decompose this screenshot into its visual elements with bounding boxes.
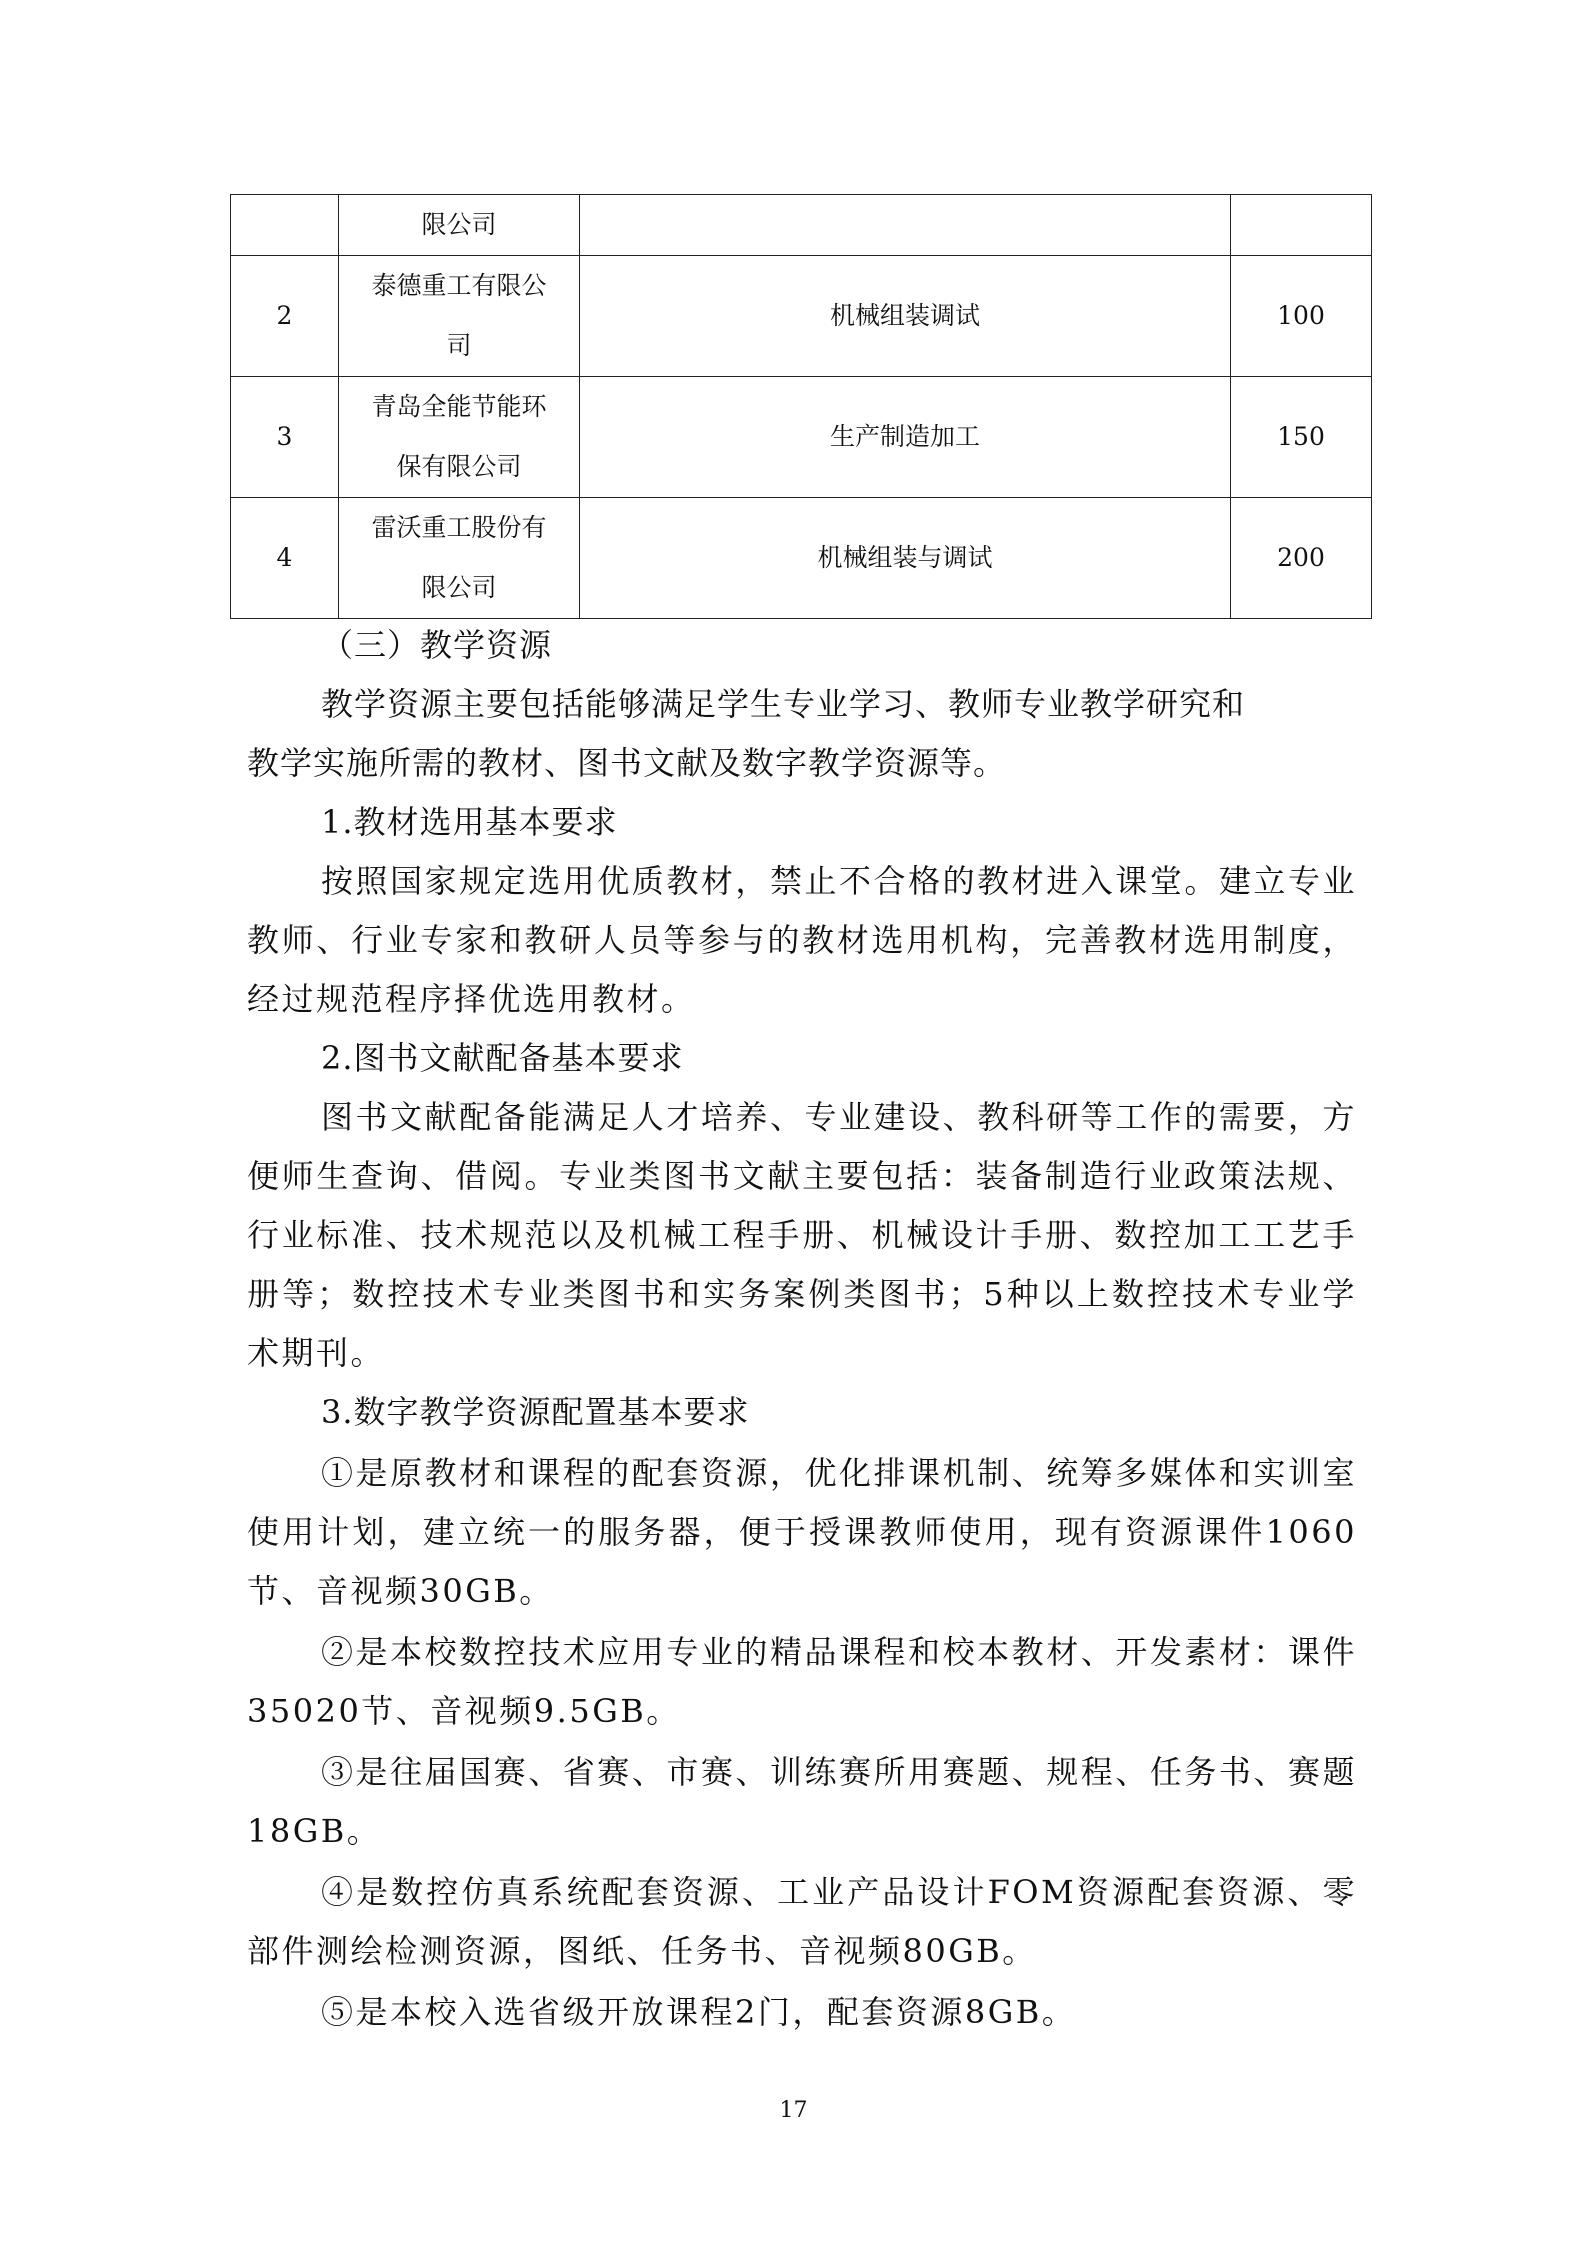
- paragraph-library: 图书文献配备能满足人才培养、专业建设、教科研等工作的需要，方便师生查询、借阅。专业类图书文献主要包括：装备制造行业政策法规、行业标准、技术规范以及机械工程手册、机械设计手册、数控加工工艺手册等；数控技术专业类图书和实务案例类图书；5种以上数控技术专业学术期刊。: [247, 1098, 1357, 1372]
- project-name: 机械组装与调试: [580, 498, 1231, 619]
- project-name: [580, 195, 1231, 256]
- intro-line-2: 教学实施所需的教材、图书文献及数字教学资源等。: [247, 744, 1007, 782]
- capacity-count: 200: [1231, 498, 1372, 619]
- digital-item-4: ④是数控仿真系统配套资源、工业产品设计FOM资源配套资源、零部件测绘检测资源，图纸、任务书、音视频80GB。: [247, 1873, 1357, 1970]
- subheading-library: 2.图书文献配备基本要求: [321, 1039, 684, 1077]
- row-number: 3: [231, 377, 339, 498]
- digital-item-2: ②是本校数控技术应用专业的精品课程和校本教材、开发素材：课件35020节、音视频9.5GB。: [247, 1633, 1357, 1730]
- section-heading: （三）教学资源: [321, 626, 553, 664]
- project-name: 生产制造加工: [580, 377, 1231, 498]
- company-name: 泰德重工有限公 司: [339, 256, 580, 377]
- page-number: 17: [779, 2098, 808, 2123]
- row-number: 4: [231, 498, 339, 619]
- project-name: 机械组装调试: [580, 256, 1231, 377]
- intro-line-1: 教学资源主要包括能够满足学生专业学习、教师专业教学研究和: [321, 685, 1246, 723]
- digital-item-1: ①是原教材和课程的配套资源，优化排课机制、统筹多媒体和实训室使用计划，建立统一的服务器，便于授课教师使用，现有资源课件1060节、音视频30GB。: [247, 1454, 1357, 1610]
- subheading-textbook: 1.教材选用基本要求: [321, 803, 618, 841]
- digital-item-3: ③是往届国赛、省赛、市赛、训练赛所用赛题、规程、任务书、赛题18GB。: [247, 1753, 1357, 1850]
- capacity-count: 150: [1231, 377, 1372, 498]
- capacity-count: [1231, 195, 1372, 256]
- table-row: [231, 377, 1372, 498]
- section-body: [247, 616, 1357, 2042]
- table-row: [231, 256, 1372, 377]
- subheading-digital: 3.数字教学资源配置基本要求: [321, 1393, 750, 1431]
- enterprise-table: [230, 194, 1372, 619]
- digital-item-5: ⑤是本校入选省级开放课程2门，配套资源8GB。: [321, 1993, 1077, 2031]
- company-name: 雷沃重工股份有 限公司: [339, 498, 580, 619]
- paragraph-textbook: 按照国家规定选用优质教材，禁止不合格的教材进入课堂。建立专业教师、行业专家和教研人员等参与的教材选用机构，完善教材选用制度，经过规范程序择优选用教材。: [247, 862, 1357, 1018]
- company-name: 限公司: [339, 195, 580, 256]
- row-number: [231, 195, 339, 256]
- table-row: [231, 498, 1372, 619]
- table-row: [231, 195, 1372, 256]
- capacity-count: 100: [1231, 256, 1372, 377]
- company-name: 青岛全能节能环 保有限公司: [339, 377, 580, 498]
- row-number: 2: [231, 256, 339, 377]
